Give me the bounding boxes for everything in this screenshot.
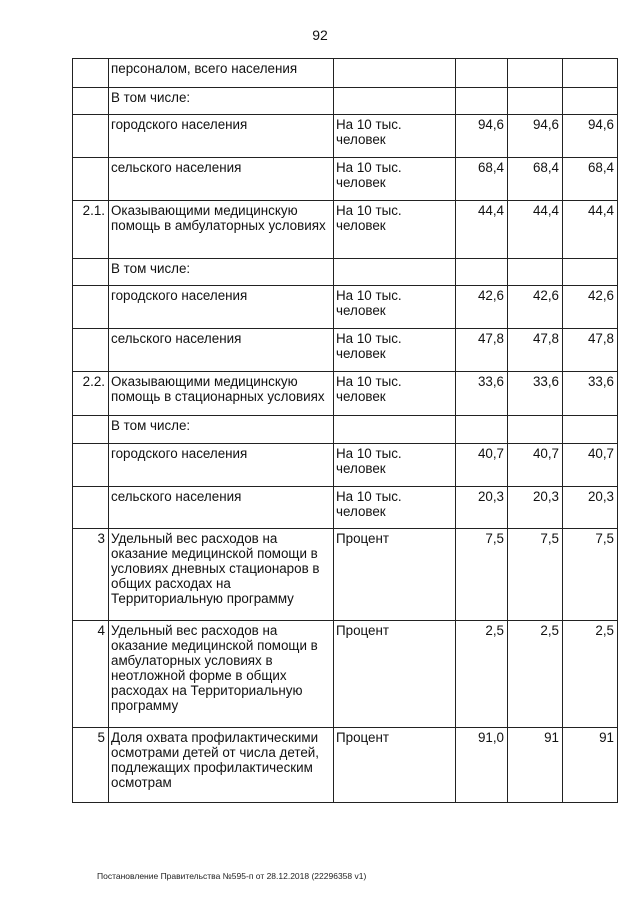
value-year-1: 44,4 bbox=[456, 201, 508, 259]
unit: На 10 тыс. человек bbox=[334, 286, 456, 329]
value-year-1: 42,6 bbox=[456, 286, 508, 329]
value-year-2: 42,6 bbox=[508, 286, 563, 329]
value-year-3: 94,6 bbox=[563, 115, 618, 158]
unit bbox=[334, 259, 456, 286]
indicator-name: Оказывающими медицинскую помощь в амбулаторных условиях bbox=[109, 201, 334, 259]
table-row bbox=[73, 329, 618, 372]
value-year-2: 68,4 bbox=[508, 158, 563, 201]
value-year-3: 7,5 bbox=[563, 529, 618, 621]
value-year-2: 7,5 bbox=[508, 529, 563, 621]
unit: На 10 тыс. человек bbox=[334, 158, 456, 201]
row-number bbox=[73, 487, 109, 529]
value-year-1: 33,6 bbox=[456, 372, 508, 416]
footer-text: Постановление Правительства №595-п от 28.12.2018 (22296358 v1) bbox=[97, 871, 367, 881]
value-year-2 bbox=[508, 259, 563, 286]
table-row bbox=[73, 259, 618, 286]
value-year-2: 91 bbox=[508, 728, 563, 803]
value-year-2 bbox=[508, 59, 563, 88]
table-row bbox=[73, 59, 618, 88]
table-row bbox=[73, 372, 618, 416]
value-year-1: 94,6 bbox=[456, 115, 508, 158]
value-year-3: 40,7 bbox=[563, 444, 618, 487]
table-row bbox=[73, 444, 618, 487]
value-year-2: 40,7 bbox=[508, 444, 563, 487]
unit: Процент bbox=[334, 621, 456, 728]
unit: На 10 тыс. человек bbox=[334, 444, 456, 487]
indicator-name: Удельный вес расходов на оказание медицинской помощи в амбулаторных условиях в неотложной форме в общих расходах на Территориальную программу bbox=[109, 621, 334, 728]
row-number bbox=[73, 444, 109, 487]
value-year-3: 91 bbox=[563, 728, 618, 803]
value-year-2 bbox=[508, 416, 563, 444]
row-number bbox=[73, 115, 109, 158]
indicator-name: сельского населения bbox=[109, 158, 334, 201]
value-year-3: 20,3 bbox=[563, 487, 618, 529]
unit: На 10 тыс. человек bbox=[334, 487, 456, 529]
value-year-3: 2,5 bbox=[563, 621, 618, 728]
indicator-name: В том числе: bbox=[109, 88, 334, 115]
row-number bbox=[73, 59, 109, 88]
indicator-name: городского населения bbox=[109, 286, 334, 329]
unit bbox=[334, 59, 456, 88]
value-year-3: 33,6 bbox=[563, 372, 618, 416]
unit bbox=[334, 416, 456, 444]
table-row bbox=[73, 115, 618, 158]
value-year-1 bbox=[456, 88, 508, 115]
row-number bbox=[73, 158, 109, 201]
unit: Процент bbox=[334, 529, 456, 621]
value-year-2: 47,8 bbox=[508, 329, 563, 372]
indicator-name: сельского населения bbox=[109, 487, 334, 529]
unit bbox=[334, 88, 456, 115]
indicator-name: Доля охвата профилактическими осмотрами детей от числа детей, подлежащих профилактическим осмотрам bbox=[109, 728, 334, 803]
table-row bbox=[73, 286, 618, 329]
table-row bbox=[73, 88, 618, 115]
value-year-1: 7,5 bbox=[456, 529, 508, 621]
value-year-1: 40,7 bbox=[456, 444, 508, 487]
row-number: 2.2. bbox=[73, 372, 109, 416]
table-row bbox=[73, 728, 618, 803]
table-row bbox=[73, 529, 618, 621]
value-year-3: 42,6 bbox=[563, 286, 618, 329]
value-year-3 bbox=[563, 59, 618, 88]
row-number bbox=[73, 88, 109, 115]
page-number: 92 bbox=[312, 27, 328, 43]
unit: На 10 тыс. человек bbox=[334, 329, 456, 372]
indicator-name: Удельный вес расходов на оказание медицинской помощи в условиях дневных стационаров в общих расходах на Территориальную программу bbox=[109, 529, 334, 621]
value-year-1: 68,4 bbox=[456, 158, 508, 201]
unit: На 10 тыс. человек bbox=[334, 201, 456, 259]
row-number bbox=[73, 416, 109, 444]
value-year-3: 68,4 bbox=[563, 158, 618, 201]
indicator-name: городского населения bbox=[109, 115, 334, 158]
value-year-2: 33,6 bbox=[508, 372, 563, 416]
unit: На 10 тыс. человек bbox=[334, 115, 456, 158]
value-year-1 bbox=[456, 259, 508, 286]
row-number bbox=[73, 259, 109, 286]
value-year-2: 20,3 bbox=[508, 487, 563, 529]
indicator-name: В том числе: bbox=[109, 259, 334, 286]
row-number bbox=[73, 286, 109, 329]
value-year-2: 94,6 bbox=[508, 115, 563, 158]
value-year-3: 47,8 bbox=[563, 329, 618, 372]
table-row bbox=[73, 416, 618, 444]
indicator-name: городского населения bbox=[109, 444, 334, 487]
indicator-name: персоналом, всего населения bbox=[109, 59, 334, 88]
value-year-3 bbox=[563, 88, 618, 115]
indicators-table bbox=[72, 58, 618, 803]
value-year-2: 44,4 bbox=[508, 201, 563, 259]
row-number: 5 bbox=[73, 728, 109, 803]
value-year-2: 2,5 bbox=[508, 621, 563, 728]
unit: На 10 тыс. человек bbox=[334, 372, 456, 416]
value-year-3 bbox=[563, 259, 618, 286]
row-number: 4 bbox=[73, 621, 109, 728]
row-number bbox=[73, 329, 109, 372]
table-row bbox=[73, 201, 618, 259]
value-year-1 bbox=[456, 59, 508, 88]
value-year-1 bbox=[456, 416, 508, 444]
value-year-3 bbox=[563, 416, 618, 444]
value-year-1: 91,0 bbox=[456, 728, 508, 803]
value-year-1: 47,8 bbox=[456, 329, 508, 372]
table-row bbox=[73, 487, 618, 529]
row-number: 2.1. bbox=[73, 201, 109, 259]
indicator-name: Оказывающими медицинскую помощь в стационарных условиях bbox=[109, 372, 334, 416]
table-row bbox=[73, 621, 618, 728]
value-year-3: 44,4 bbox=[563, 201, 618, 259]
value-year-2 bbox=[508, 88, 563, 115]
value-year-1: 2,5 bbox=[456, 621, 508, 728]
indicator-name: сельского населения bbox=[109, 329, 334, 372]
value-year-1: 20,3 bbox=[456, 487, 508, 529]
row-number: 3 bbox=[73, 529, 109, 621]
unit: Процент bbox=[334, 728, 456, 803]
table-row bbox=[73, 158, 618, 201]
indicator-name: В том числе: bbox=[109, 416, 334, 444]
